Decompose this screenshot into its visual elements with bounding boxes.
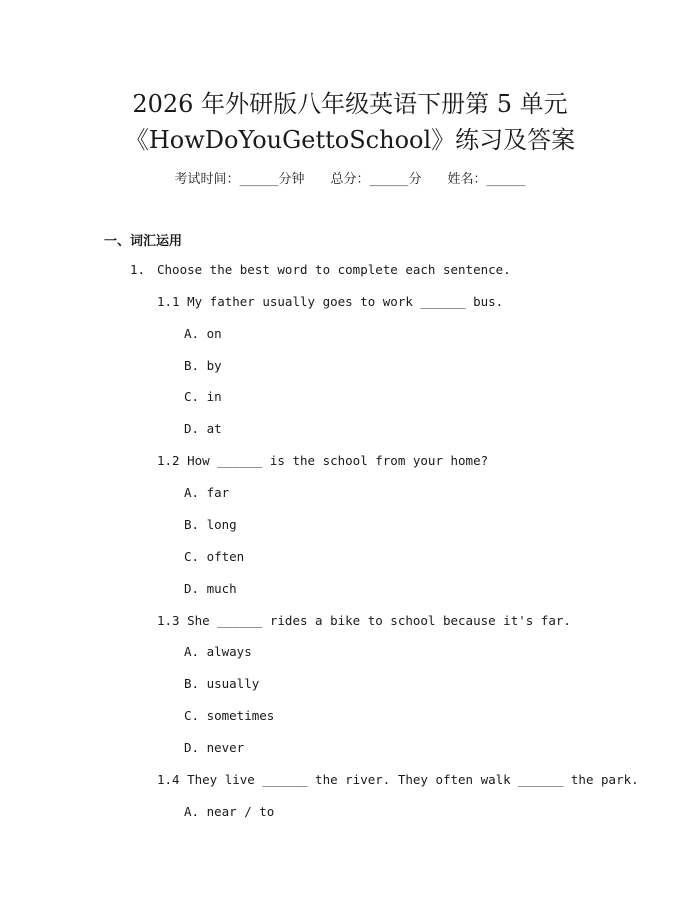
exam-name: 姓名：______ xyxy=(447,172,526,187)
option: B. by xyxy=(184,358,222,373)
option: A. on xyxy=(184,326,222,341)
item-stem: 1.1 My father usually goes to work ______ bus. xyxy=(157,294,504,309)
document-title-line2: 《HowDoYouGettoSchool》练习及答案 xyxy=(124,126,576,154)
option: A. always xyxy=(184,644,252,659)
section-title: 一、词汇运用 xyxy=(104,234,183,249)
item-stem: 1.2 How ______ is the school from your home? xyxy=(157,453,489,468)
question-instruction: Choose the best word to complete each sentence. xyxy=(157,262,511,277)
option: C. sometimes xyxy=(184,708,275,723)
option: C. often xyxy=(184,549,245,564)
option: A. far xyxy=(184,485,230,500)
option: B. long xyxy=(184,517,237,532)
document-title-line1: 2026 年外研版八年级英语下册第 5 单元 xyxy=(132,90,568,118)
exam-time: 考试时间：______分钟 xyxy=(174,172,305,187)
option: C. in xyxy=(184,389,222,404)
option: D. never xyxy=(184,740,245,755)
item-stem: 1.3 She ______ rides a bike to school because it's far. xyxy=(157,613,571,628)
exam-score: 总分：______分 xyxy=(330,172,422,187)
option: A. near / to xyxy=(184,804,275,819)
option: D. much xyxy=(184,581,237,596)
item-stem: 1.4 They live ______ the river. They often walk ______ the park. xyxy=(157,772,639,787)
option: B. usually xyxy=(184,676,260,691)
question-number: 1. xyxy=(130,262,146,277)
option: D. at xyxy=(184,421,222,436)
exam-meta xyxy=(0,168,700,187)
